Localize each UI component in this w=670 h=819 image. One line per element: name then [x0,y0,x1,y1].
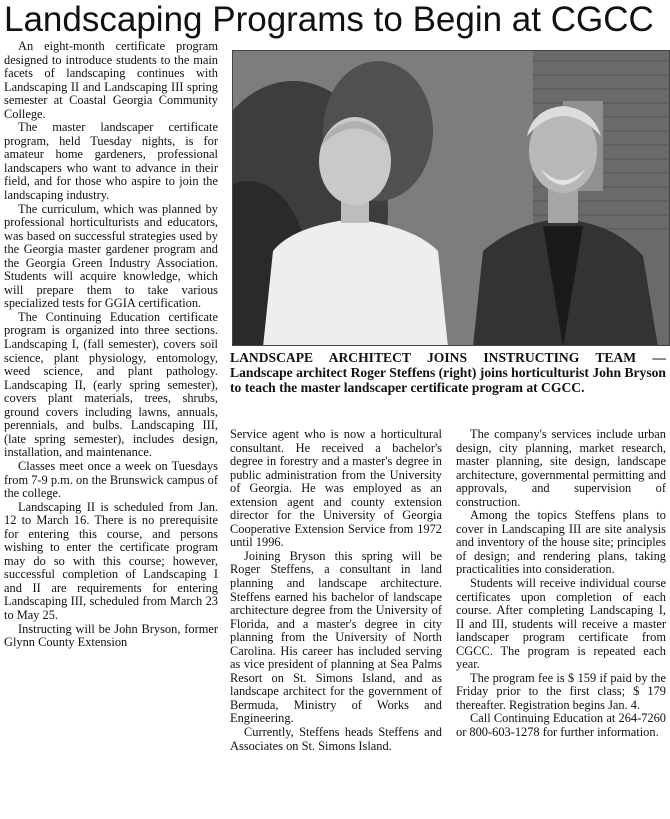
paragraph: The Continuing Education certificate program is organized into three sections. Landscaping I, (fall semester), covers soil science, plant physiology, entomology, weed science, and plant pathology. Landscaping II, (early spring semester), covers plant materials, trees, shrubs, ground covers including lawns, annuals, perennials, and bulbs. Landscaping III, (late spring semester), includes design, installation, and maintenance. [4,309,218,460]
column-3 [456,428,666,740]
photo-caption: LANDSCAPE ARCHITECT JOINS INSTRUCTING TEAM — Landscape architect Roger Steffens (right) joins horticulturist John Bryson to teach the master landscaper certificate program at CGCC. [230,350,666,395]
paragraph: The master landscaper certificate program, held Tuesday nights, is for amateur home gardeners, professional landscapers who want to advance in their field, and for those who aspire to join the landscaping industry. [4,120,218,203]
paragraph: Among the topics Steffens plans to cover in Landscaping III are site analysis and inventory of the house site; principles of design; and rendering plans, taking practicalities into consideration. [456,508,666,577]
paragraph: The company's services include urban design, city planning, market research, master planning, site design, landscape architecture, governmental permitting and approvals, and supervision of construction. [456,427,666,509]
paragraph: Students will receive individual course certificates upon completion of each course. After completing Landscaping I, II and III, students will receive a master landscaper program certificate from CGCC. The program is repeated each year. [456,576,666,672]
column-1 [4,40,218,650]
column-2 [230,428,442,753]
article-photo [232,50,670,346]
paragraph: Service agent who is now a horticultural consultant. He received a bachelor's degree in forestry and a master's degree in public administration from the University of Georgia. He was employed as an extension agent and county extension director for the University of Georgia Cooperative Extension Service from 1972 until 1996. [230,427,442,550]
paragraph: Currently, Steffens heads Steffens and Associates on St. Simons Island. [230,725,442,753]
paragraph: Classes meet once a week on Tuesdays from 7-9 p.m. on the Brunswick campus of the college. [4,458,218,501]
paragraph: Landscaping II is scheduled from Jan. 12 to March 16. There is no prerequisite for entering this course, and persons wishing to enter the certificate program may do so with this course; however, successful completion of Landscaping I and II are requirements for entering Landscaping III, scheduled from March 23 to May 25. [4,499,218,622]
article-headline: Landscaping Programs to Begin at CGCC [4,0,654,39]
paragraph: Call Continuing Education at 264-7260 or 800-603-1278 for further information. [456,711,666,740]
paragraph: An eight-month certificate program designed to introduce students to the main facets of landscaping continues with Landscaping II and Landscaping III spring semester at Coastal Georgia Community College. [4,39,218,121]
paragraph: The curriculum, which was planned by professional horticulturists and educators, was based on successful strategies used by the Georgia master gardener program and the Georgia Green Industry Association. Students will acquire knowledge, which will prepare them to take various specialized tests for GGIA certification. [4,201,218,311]
paragraph: Joining Bryson this spring will be Roger Steffens, a consultant in land planning and landscape architecture. Steffens earned his bachelor of landscape architecture degree from the University of Florida, and a master's degree in city planning from the University of North Carolina. His career has included serving as vice president of planning at Sea Palms Resort on St. Simons Island, and as landscape architect for the government of Bermuda, Ministry of Works and Engineering. [230,548,442,726]
photo-illustration [233,51,670,346]
paragraph: Instructing will be John Bryson, former Glynn County Extension [4,621,218,650]
paragraph: The program fee is $ 159 if paid by the Friday prior to the first class; $ 179 thereafter. Registration begins Jan. 4. [456,670,666,712]
